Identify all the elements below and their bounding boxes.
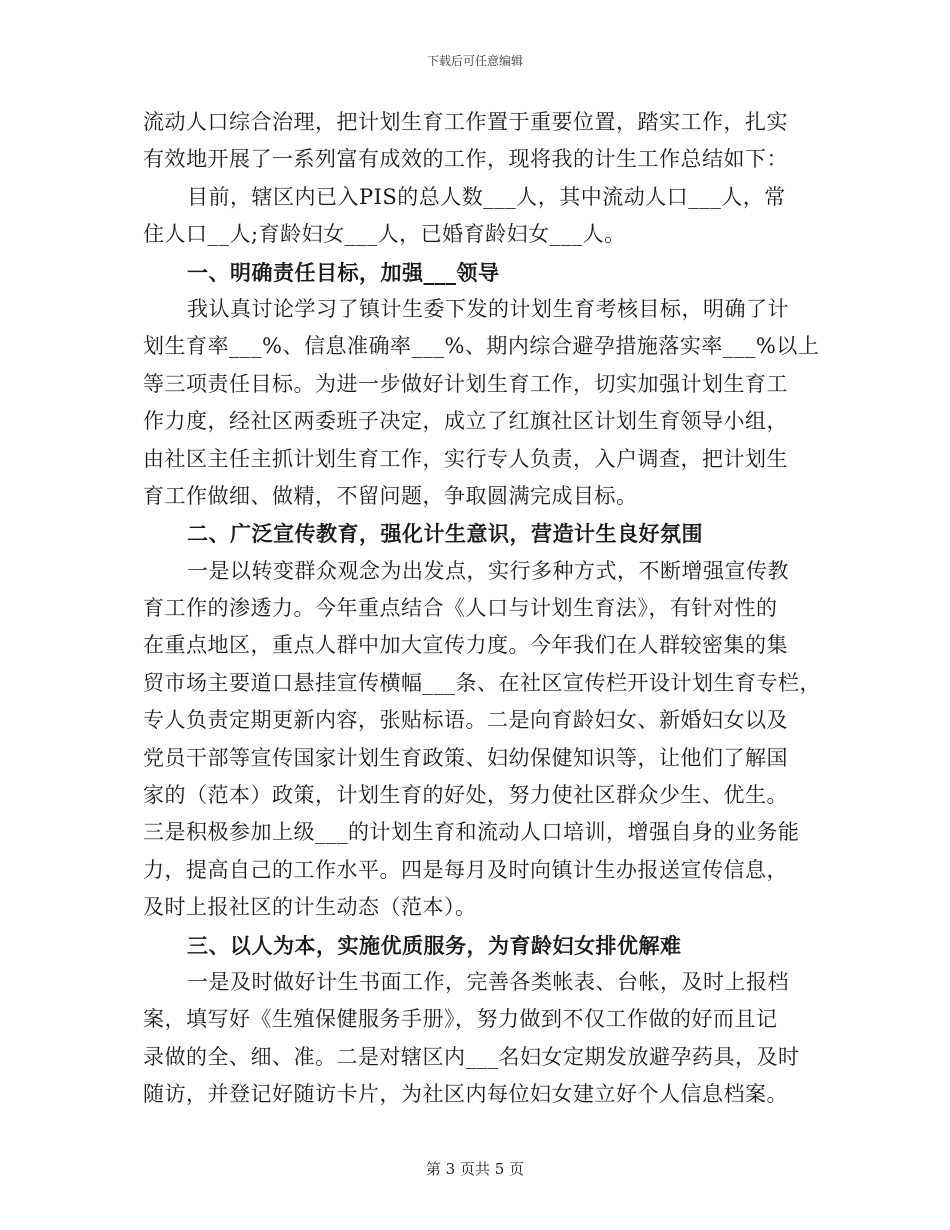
paragraph-line: 及时上报社区的计生动态（范本）。 [143,895,477,920]
paragraph-line: 家的（范本）政策，计划生育的好处，努力使社区群众少生、优生。 [143,783,788,808]
section-heading: 一、明确责任目标，加强___领导 [187,259,500,285]
section-heading: 二、广泛宣传教育，强化计生意识，营造计生良好氛围 [187,521,703,547]
paragraph-line: 作力度，经社区两委班子决定，成立了红旗社区计划生育领导小组， [143,409,788,434]
page-header: 下载后可任意编辑 [426,54,523,68]
paragraph-line: 贸市场主要道口悬挂宣传横幅___条、在社区宣传栏开设计划生育专栏， [143,670,821,695]
paragraph-line: 流动人口综合治理，把计划生育工作置于重要位置，踏实工作，扎实 [143,110,788,134]
paragraph-line: 力，提高自己的工作水平。四是每月及时向镇计生办报送宣传信息， [143,857,788,882]
paragraph-line: 录做的全、细、准。二是对辖区内___名妇女定期发放避孕药具，及时 [143,1044,800,1069]
paragraph-line: 划生育率___%、信息准确率___%、期内综合避孕措施落实率___%以上 [143,334,820,359]
paragraph-line: 有效地开展了一系列富有成效的工作，现将我的计生工作总结如下： [143,147,788,172]
paragraph-line: 专人负责定期更新内容，张贴标语。二是向育龄妇女、新婚妇女以及 [143,708,788,733]
paragraph-line: 育工作做细、做精，不留问题，争取圆满完成目标。 [143,483,638,508]
paragraph-line: 随访，并登记好随访卡片，为社区内每位妇女建立好个人信息档案。 [143,1082,788,1107]
paragraph-line: 住人口__人;育龄妇女___人，已婚育龄妇女___人。 [143,222,626,247]
paragraph-line: 一是以转变群众观念为出发点，实行多种方式，不断增强宣传教 [187,558,789,583]
paragraph-line: 三是积极参加上级___的计划生育和流动人口培训，增强自身的业务能 [143,820,800,845]
paragraph-line: 目前，辖区内已入PIS的总人数___人，其中流动人口___人，常 [187,184,786,209]
paragraph-line: 由社区主任主抓计划生育工作，实行专人负责，入户调查，把计划生 [143,446,788,471]
paragraph-line: 党员干部等宣传国家计划生育政策、妇幼保健知识等，让他们了解国 [143,745,788,770]
paragraph-line: 在重点地区，重点人群中加大宣传力度。今年我们在人群较密集的集 [143,633,788,658]
document-body [143,104,821,1114]
paragraph-line: 案，填写好《生殖保健服务手册》，努力做到不仅工作做的好而且记 [143,1007,778,1032]
page-footer: 第 3 页共 5 页 [425,1160,525,1178]
paragraph-line: 育工作的渗透力。今年重点结合《人口与计划生育法》，有针对性的 [143,596,778,621]
paragraph-line: 等三项责任目标。为进一步做好计划生育工作，切实加强计划生育工 [143,371,788,396]
section-heading: 三、以人为本，实施优质服务，为育龄妇女排优解难 [187,932,682,958]
paragraph-line: 一是及时做好计生书面工作，完善各类帐表、台帐，及时上报档 [187,969,789,994]
paragraph-line: 我认真讨论学习了镇计生委下发的计划生育考核目标，明确了计 [187,296,789,321]
